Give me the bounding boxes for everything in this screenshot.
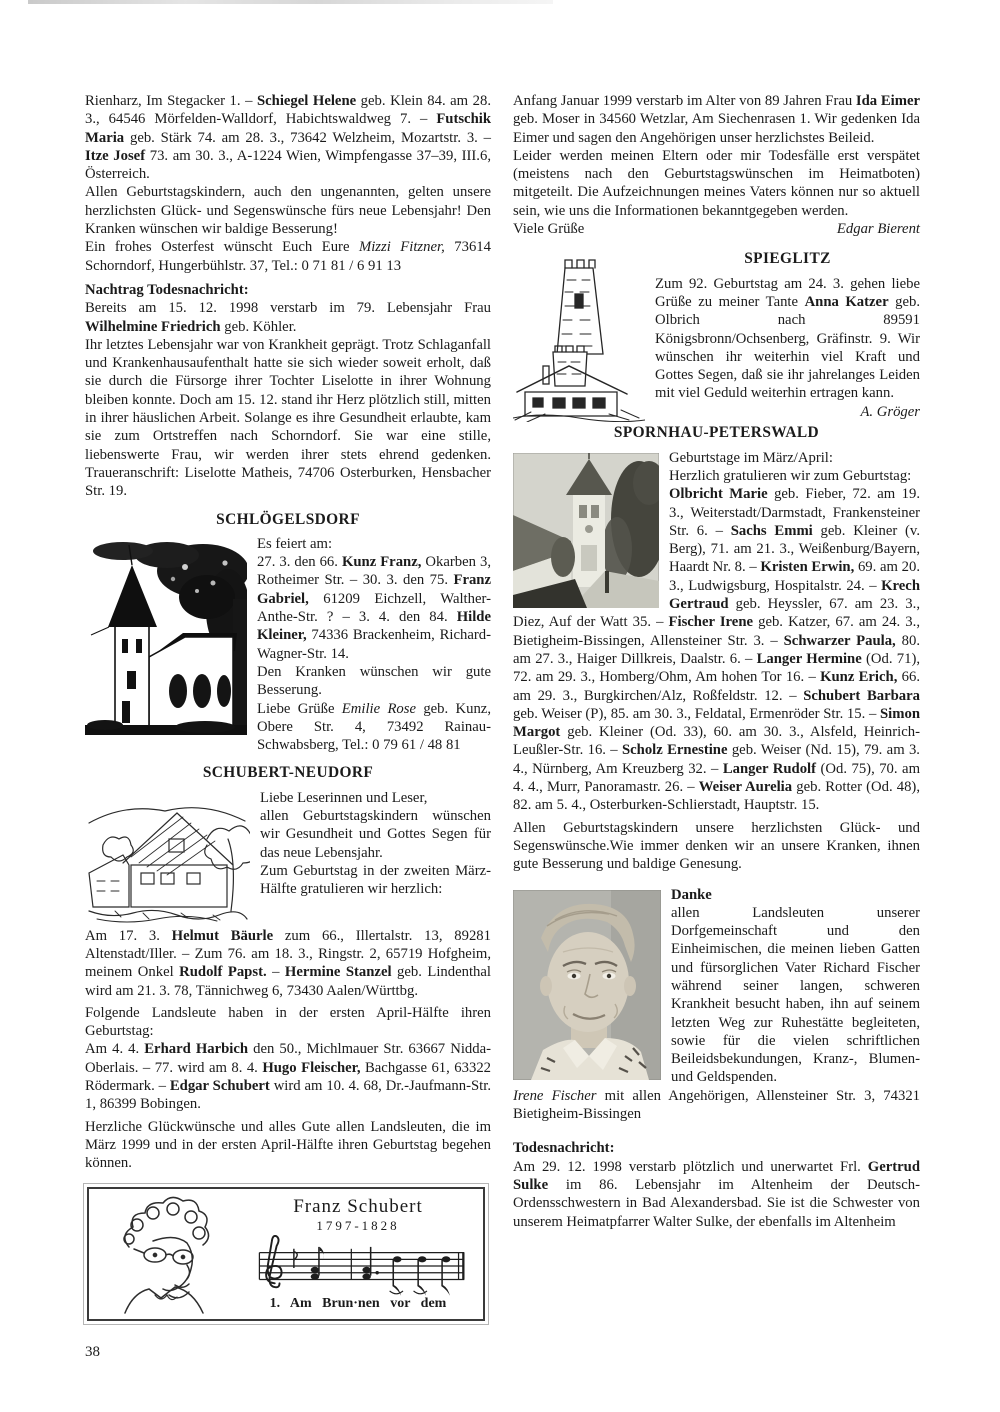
danke-section <box>513 886 920 1124</box>
section-heading-spornhau-peterswald: SPORNHAU-PETERSWALD <box>613 424 820 442</box>
schloegelsdorf-intro-line: Es feiert am: <box>257 535 333 552</box>
franz-schubert-commemorative-box <box>87 1187 485 1321</box>
music-staff-illustration <box>246 1235 471 1299</box>
schubert-song-lyric: 1. Am Brun·nen vor dem <box>269 1296 447 1312</box>
spornhau-closing-paragraph: Allen Geburtstagskindern unsere herzlichsten Glück- und Segenswünsche.Wie immer denken wir an unsere Kranken, ihnen gute Besserung und baldige Genesung. <box>513 819 920 873</box>
schubert-neudorf-wishes: allen Geburtstagskindern wünschen wir Gesundheit und Gottes Segen für das neue Lebensjahr. <box>260 807 491 861</box>
danke-heading: Danke <box>671 886 712 903</box>
spieglitz-signature: A. Gröger <box>860 403 920 420</box>
nachtrag-obituary-heading: Nachtrag Todesnachricht: <box>85 281 249 298</box>
right-column <box>513 92 920 1321</box>
schloegelsdorf-section <box>85 535 491 755</box>
obituary-body-paragraph: Ihr letztes Lebensjahr war von Krankheit geprägt. Trotz Schlaganfall und Krankenhausaufenthalt hatte sie sich wieder soweit erholt, daß sie durch die Fürsorge ihrer Tochter Liselotte in ihrer Wohnung bleiben konnte. Doch am 15. 12. stand ihr Herz plötzlich still, mitten in ihrer häuslichen Arbeit. Solange es ihre Gesundheit erlaubte, kam sie zum Ortstreffen nach Schorndorf. Sie war eine stille, liebenswerte Frau, wir werden ihrer stets ehrend gedenken. Traueranschrift: Liselotte Matheis, 74706 Osterburken, Hensbacher Str. 19. <box>85 336 491 500</box>
spieglitz-text: Zum 92. Geburtstag am 24. 3. gehen liebe Grüße zu meiner Tante Anna Katzer geb. Olbrich nach 89591 Königsbronn/Ochsenberg, Gräfinstr. 9. Wir wünschen ihr weiterhin viel Kraft und Gottes Segen, daß sie ihr jahrelanges Leiden mit viel Geduld weiterhin ertragen kann. <box>655 275 920 402</box>
scan-artifact-bar <box>28 0 553 4</box>
obituary-intro-paragraph: Bereits am 15. 12. 1998 verstarb im 79. Lebensjahr Frau Wilhelmine Friedrich geb. Köhler. <box>85 300 491 335</box>
danke-thanks-paragraph: allen Landsleuten unserer Dorfgemeinschaft und den Einheimischen, die meinen lieben Gatten und fürsorglichen Vater Richard Fischer während seiner langen, schweren Krankheit besucht haben, ihn auf seinem letzten Weg zur Ruhestätte begleiteten, sowie für die vielen schriftlichen Beileidsbekundungen, Kranz-, Blumen- und Geldspenden. <box>671 904 920 1086</box>
village-church-woodcut-illustration <box>85 539 247 735</box>
schloegelsdorf-wishes-line: Den Kranken wünschen wir gute Besserung. <box>257 663 491 699</box>
easter-greeting-paragraph: Ein frohes Osterfest wünscht Euch Eure Mizzi Fitzner, 73614 Schorndorf, Hungerbühlstr. 37, Tel.: 0 71 81 / 6 91 13 <box>85 239 491 274</box>
gertrud-sulke-obituary: Am 29. 12. 1998 verstarb plötzlich und unerwartet Frl. Gertrud Sulke im 86. Lebensjahr im Altenheim der Deutsch-Ordensschwestern in Bad Alexandersbad. Sie ist die Schwester von unserem Heimatpfarrer Walter Sulke, der ebenfalls im Altenheim <box>513 1158 920 1230</box>
spieglitz-section <box>513 250 920 420</box>
spornhau-section <box>513 449 920 874</box>
section-heading-schubert-neudorf: SCHUBERT-NEUDORF <box>202 764 374 782</box>
village-church-photo <box>513 453 659 608</box>
todesnachricht-heading: Todesnachricht: <box>513 1140 615 1157</box>
page-number: 38 <box>85 1344 100 1360</box>
april-birthday-list: Am 4. 4. Erhard Harbich den 50., Michlmauer Str. 63667 Nidda-Oberlais. – 77. wird am 8. 4. Hugo Fleischer, Bachgasse 61, 63322 Rödermark. – Edgar Schubert wird am 10. 4. 68, Dr.-Jaufmann-Str. 1, 86399 Bobingen. <box>85 1041 492 1113</box>
schubert-years: 1797-1828 <box>316 1217 400 1233</box>
two-column-layout <box>85 92 920 1321</box>
ida-eimer-obituary: Anfang Januar 1999 verstarb im Alter von 89 Jahren Frau Ida Eimer geb. Moser in 34560 Wetzlar, Am Siechenrasen 1. Wir gedenken Ida Eimer und sagen den Angehörigen unser herzlichstes Beileid. <box>513 93 921 146</box>
spornhau-intro-line2: Herzlich gratulieren wir zum Geburtstag: <box>669 467 912 484</box>
portrait-photo-richard-fischer <box>513 890 661 1080</box>
editor-note-paragraph: Leider werden meinen Eltern oder mir Todesfälle erst verspätet (meistens nach den Geburtstagswünschen im Heimatboten) mitgeteilt. Die Aufzeichnungen meines Vaters können nur so aktuell sein, wie uns die Informationen bekanntgegeben werden. <box>513 147 920 219</box>
schloegelsdorf-birthday-list: 27. 3. den 66. Kunz Franz, Okarben 3, Rotheimer Str. – 30. 3. den 75. Franz Gabriel, 61209 Eichzell, Walther-Anthe-Str. ? – 3. 4. den 84. Hilde Kleiner, 74336 Brackenheim, Richard-Wagner-Str. 14. <box>257 554 491 662</box>
birthday-wishes-paragraph: Allen Geburtstagskindern, auch den ungenannten, gelten unsere herzlichsten Glück- und Segenswünsche fürs neue Lebensjahr! Den Kranken wünschen wir baldige Besserung! <box>85 184 491 238</box>
spornhau-birthday-list: Olbricht Marie geb. Fieber, 72. am 19. 3., Weiterstadt/Darmstadt, Frankensteiner Str. 6. – Sachs Emmi geb. Kleiner (v. Berg), 71. am 21. 3., Weißenburg/Bayern, Haardt Nr. 8. – Kristen Erwin, 69. am 20. 3., Ludwigsburg, Hospitalstr. 24. – Krech Gertraud geb. Heyssler, 67. am 23. 3., Diez, Auf der Watt 35. – Fischer Irene geb. Katzer, 67. am 24. 3., Bietigheim-Bissingen, Allensteiner Str. 3. – Schwarzer Paula, 80. am 27. 3., Haiger Dillkreis, Daalstr. 6. – Langer Hermine (Od. 71), 72. am 29. 3., Homberg/Ohm, Am hohen Tor 16. – Kunz Erich, 66. am 29. 3., Burgkirchen/Alz, Roßfeldstr. 12. – Schubert Barbara geb. Weiser (P), 85. am 30. 3., Feldatal, Ermenröder Str. 15. – Simon Margot geb. Kleiner (Od. 33), 60. am 30. 3., Alsfeld, Heinrich-Leußler-Str. 16. – Scholz Ernestine geb. Weiser (Nd. 15), 79. am 3. 4., Nürnberg, Am Kreuzberg 32. – Langer Rudolf (Od. 75), 70. am 4. 4., Murr, Panoramastr. 26. – Weiser Aurelia geb. Rotter (Od. 48), 82. am 5. 4., Osterburken-Schlierstadt, Hauptstr. 15. <box>513 486 921 814</box>
spornhau-intro-line1: Geburtstage im März/April: <box>669 449 833 466</box>
section-heading-schloegelsdorf: SCHLÖGELSDORF <box>216 510 360 528</box>
schubert-title: Franz Schubert <box>293 1195 423 1217</box>
schubert-neudorf-march-list: Am 17. 3. Helmut Bäurle zum 66., Illertalstr. 13, 89281 Altenstadt/Iller. – Zum 76. am 18. 3., Ringstr. 2, 65719 Hofgheim, meinem Onkel Rudolf Papst. – Hermine Stanzel geb. Lindenthal wird am 21. 3. 78, Tännichweg 6, 73430 Aalen/Württbg. <box>85 927 491 999</box>
schubert-neudorf-intro: Zum Geburtstag in der zweiten März-Hälfte gratulieren wir herzlich: <box>260 862 491 898</box>
signoff-greeting: Viele Grüße <box>513 221 585 238</box>
castle-tower-sketch-illustration <box>513 254 645 422</box>
closing-wishes-paragraph: Herzliche Glückwünsche und alles Gute allen Landsleuten, die im März 1999 und in der ersten April-Hälfte ihren Geburtstag begehen können. <box>85 1118 491 1172</box>
schubert-portrait-sketch <box>95 1195 237 1315</box>
schubert-neudorf-section <box>85 789 491 1173</box>
schloegelsdorf-greeting-line: Liebe Grüße Emilie Rose geb. Kunz, Obere Str. 4, 73492 Rainau-Schwabsberg, Tel.: 0 79 61 / 48 81 <box>257 700 492 754</box>
editor-signoff-row <box>513 220 920 238</box>
left-column <box>85 92 491 1321</box>
schubert-box-right <box>237 1196 479 1314</box>
signoff-signature: Edgar Bierent <box>836 221 920 238</box>
march-birthday-list-continued: Rienharz, Im Stegacker 1. – Schiegel Helene geb. Klein 84. am 28. 3., 64546 Mörfelden-Walldorf, Habichtswaldweg 7. – Futschik Maria geb. Stärk 74. am 28. 3., 73642 Welzheim, Mozartstr. 3. – Itze Josef 73. am 30. 3., A-1224 Wien, Wimpfengasse 37–39, III.6, Österreich. <box>85 93 492 183</box>
april-intro-paragraph: Folgende Landsleute haben in der ersten April-Hälfte ihren Geburtstag: <box>85 1004 491 1040</box>
farmhouse-sketch-illustration <box>85 793 250 925</box>
section-heading-spieglitz: SPIEGLITZ <box>744 250 831 268</box>
schubert-neudorf-salutation: Liebe Leserinnen und Leser, <box>260 789 428 806</box>
danke-family-line: Irene Fischer mit allen Angehörigen, Allensteiner Str. 3, 74321 Bietigheim-Bissingen <box>513 1087 921 1123</box>
